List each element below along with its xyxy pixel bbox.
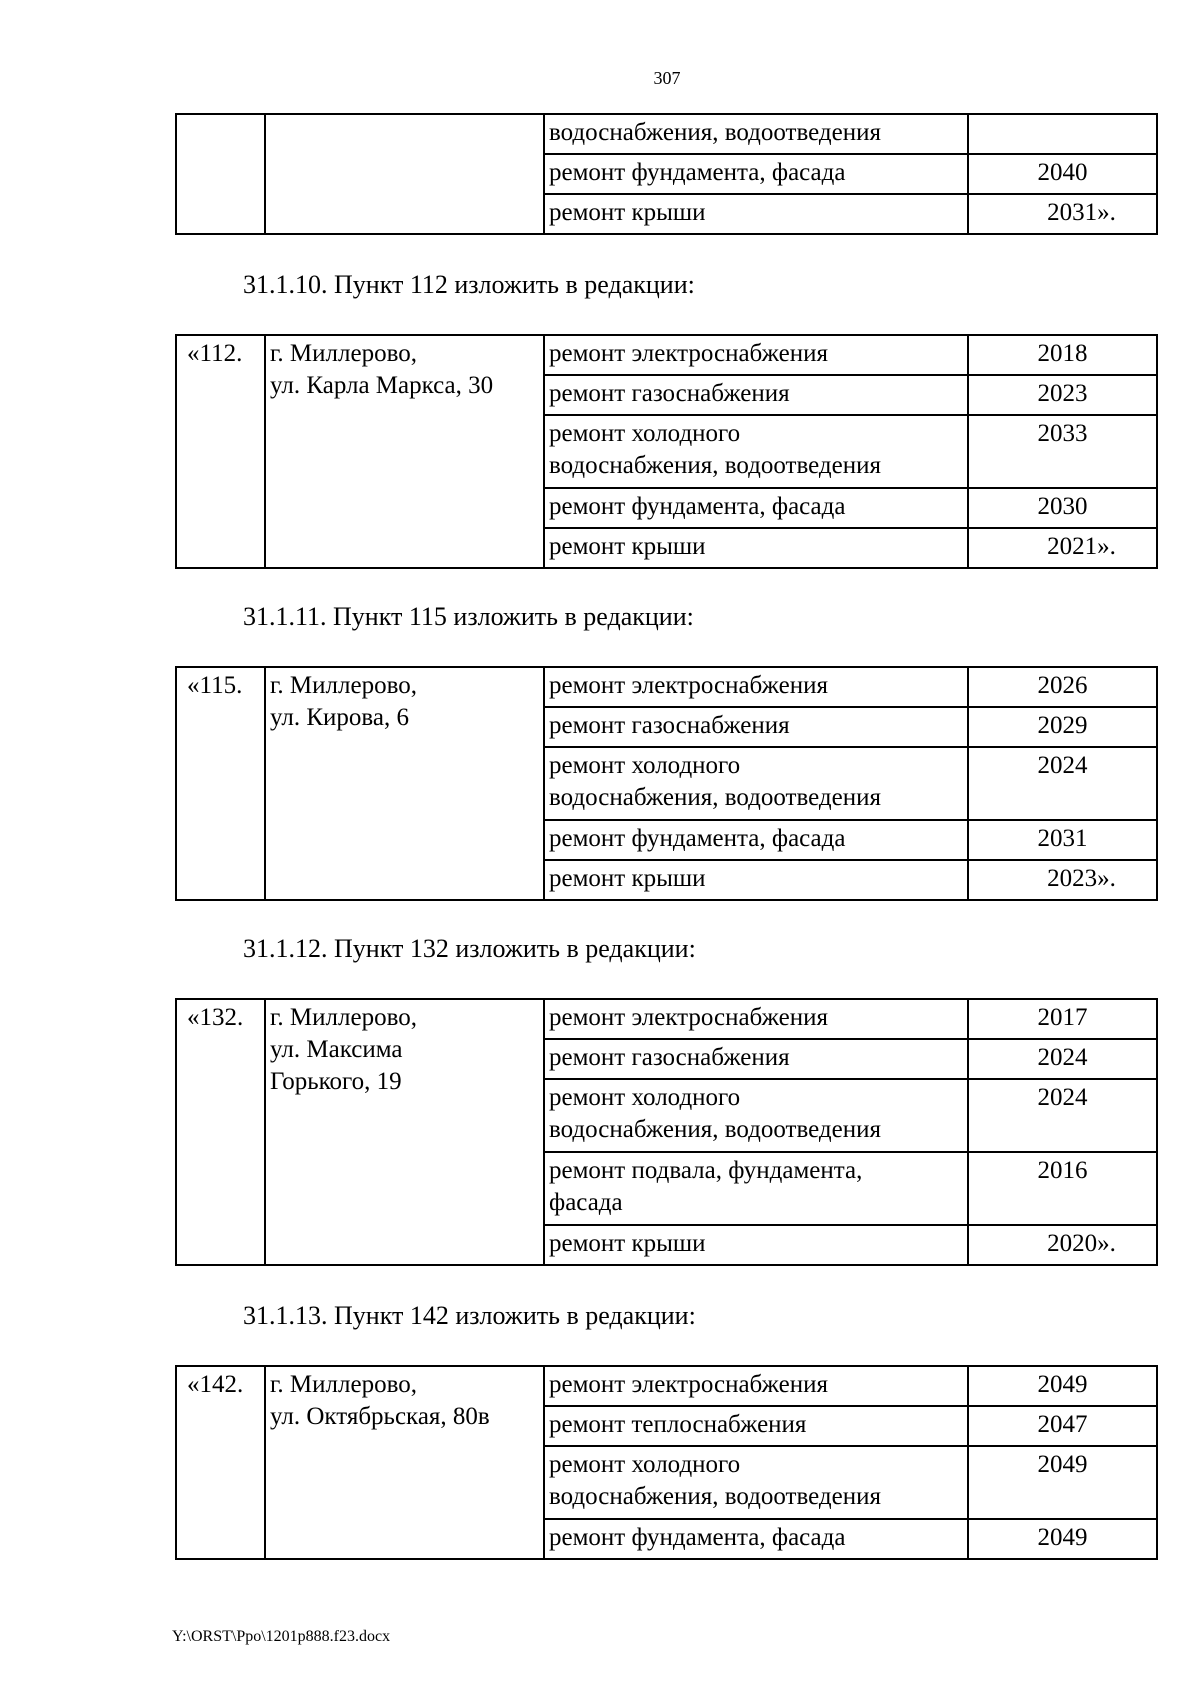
work-cell: ремонт газоснабжения [544,1039,968,1079]
address-cell [265,114,544,234]
address-cell [265,335,544,568]
work-cell: ремонт холодного водоснабжения, водоотведения [544,1079,968,1152]
item-number-cell [176,114,265,234]
item-number-cell: «115. [176,667,265,900]
address-cell [265,999,544,1265]
year-cell: 2017 [968,999,1157,1039]
item-number-cell: «132. [176,999,265,1265]
year-cell: 2016 [968,1152,1157,1225]
address-cell [265,667,544,900]
work-cell: ремонт крыши [544,860,968,900]
work-cell: ремонт фундамента, фасада [544,488,968,528]
year-cell: 2033 [968,415,1157,488]
item-number-cell: «142. [176,1366,265,1559]
work-cell: водоснабжения, водоотведения [544,114,968,154]
year-cell [968,114,1157,154]
work-cell: ремонт электроснабжения [544,999,968,1039]
paragraph-item-115: 31.1.11. Пункт 115 изложить в редакции: [243,602,694,631]
year-cell: 2040 [968,154,1157,194]
year-cell: 2031 [968,820,1157,860]
table-row [176,1366,1157,1406]
work-cell: ремонт холодного водоснабжения, водоотведения [544,747,968,820]
table-row [176,114,1157,154]
address-street: ул. Максима [270,1036,403,1063]
table-row [176,667,1157,707]
work-cell: ремонт газоснабжения [544,707,968,747]
address-cell [265,1366,544,1559]
work-cell: ремонт электроснабжения [544,1366,968,1406]
year-cell: 2024 [968,1039,1157,1079]
work-cell: ремонт крыши [544,194,968,234]
year-cell: 2023». [968,860,1157,900]
paragraph-item-112: 31.1.10. Пункт 112 изложить в редакции: [243,270,695,299]
work-cell: ремонт холодного водоснабжения, водоотведения [544,415,968,488]
year-cell: 2026 [968,667,1157,707]
work-cell: ремонт электроснабжения [544,335,968,375]
work-cell: ремонт газоснабжения [544,375,968,415]
page-number: 307 [653,68,681,88]
work-cell: ремонт крыши [544,528,968,568]
address-street-cont: Горького, 19 [270,1068,402,1095]
year-cell: 2021». [968,528,1157,568]
year-cell: 2030 [968,488,1157,528]
year-cell: 2047 [968,1406,1157,1446]
year-cell: 2049 [968,1519,1157,1559]
continuation-table [175,113,1158,235]
address-street: ул. Кирова, 6 [270,704,410,731]
item-115-table [175,666,1158,901]
paragraph-item-132: 31.1.12. Пункт 132 изложить в редакции: [243,934,696,963]
year-cell: 2031». [968,194,1157,234]
paragraph-item-142: 31.1.13. Пункт 142 изложить в редакции: [243,1301,696,1330]
item-132-table [175,998,1158,1266]
address-city: г. Миллерово, [270,672,417,699]
year-cell: 2020». [968,1225,1157,1265]
item-number-cell: «112. [176,335,265,568]
address-city: г. Миллерово, [270,1371,417,1398]
year-cell: 2049 [968,1446,1157,1519]
address-city: г. Миллерово, [270,1004,417,1031]
item-142-table [175,1365,1158,1560]
year-cell: 2018 [968,335,1157,375]
work-cell: ремонт холодного водоснабжения, водоотведения [544,1446,968,1519]
address-city: г. Миллерово, [270,340,417,367]
work-cell: ремонт фундамента, фасада [544,820,968,860]
address-street: ул. Октябрьская, 80в [270,1403,490,1430]
work-cell: ремонт фундамента, фасада [544,154,968,194]
year-cell: 2023 [968,375,1157,415]
work-cell: ремонт электроснабжения [544,667,968,707]
work-cell: ремонт подвала, фундамента, фасада [544,1152,968,1225]
table-row [176,335,1157,375]
year-cell: 2049 [968,1366,1157,1406]
work-cell: ремонт фундамента, фасада [544,1519,968,1559]
work-cell: ремонт крыши [544,1225,968,1265]
work-cell: ремонт теплоснабжения [544,1406,968,1446]
address-street: ул. Карла Маркса, 30 [270,372,494,399]
table-row [176,999,1157,1039]
year-cell: 2024 [968,747,1157,820]
year-cell: 2029 [968,707,1157,747]
item-112-table [175,334,1158,569]
year-cell: 2024 [968,1079,1157,1152]
footer-file-path: Y:\ORST\Ppo\1201p888.f23.docx [172,1628,391,1645]
